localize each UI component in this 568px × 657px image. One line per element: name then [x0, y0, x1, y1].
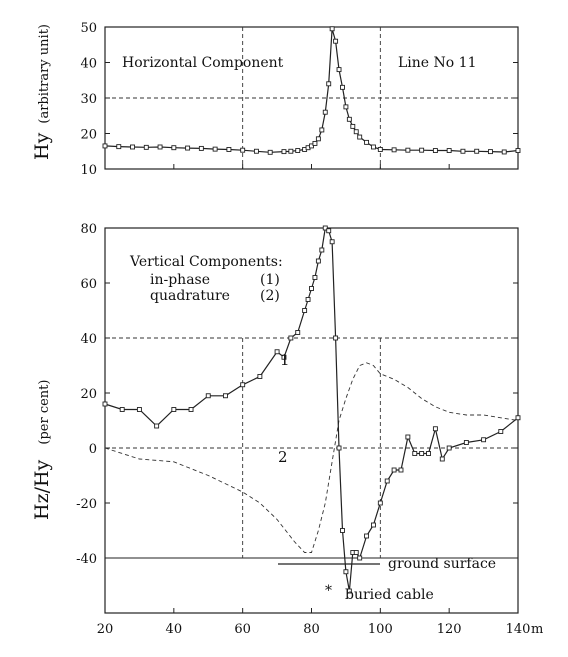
bottom-y-tick-label: 60	[80, 277, 97, 292]
inphase-data-point	[313, 276, 317, 280]
inphase-data-point	[320, 248, 324, 252]
inphase-data-point	[427, 452, 431, 456]
inphase-data-point	[289, 336, 293, 340]
top-ylabel-unit: (arbitrary unit)	[37, 23, 52, 124]
bottom-y-tick-label: 80	[80, 222, 97, 237]
top-data-point	[117, 145, 121, 149]
top-data-point	[351, 124, 355, 128]
inphase-data-point	[303, 309, 307, 313]
inphase-data-point	[316, 259, 320, 263]
bottom-y-axis-title	[31, 380, 53, 520]
top-y-axis-title	[31, 24, 53, 160]
top-data-point	[420, 148, 424, 152]
top-data-point	[199, 146, 203, 150]
inphase-data-point	[464, 441, 468, 445]
legend-quadrature-number: (2)	[260, 288, 280, 304]
top-data-point	[313, 141, 317, 145]
inphase-data-point	[399, 468, 403, 472]
top-data-point	[337, 68, 341, 72]
top-data-point	[334, 39, 338, 43]
inphase-data-point	[385, 479, 389, 483]
inphase-data-point	[358, 556, 362, 560]
top-data-point	[241, 148, 245, 152]
top-data-point	[316, 137, 320, 141]
legend-quadrature-label: quadrature	[150, 288, 230, 304]
top-data-point	[131, 145, 135, 149]
inphase-data-point	[155, 424, 159, 428]
top-data-point	[433, 149, 437, 153]
top-y-tick-label: 20	[80, 127, 97, 143]
bottom-y-tick-label: 0	[88, 442, 97, 457]
bottom-y-tick-label: 40	[80, 332, 97, 347]
inphase-data-point	[103, 402, 107, 406]
bottom-y-tick-label: 20	[80, 387, 97, 402]
x-tick-label: 40	[165, 622, 183, 637]
ground-surface-label: ground surface	[388, 556, 497, 572]
inphase-data-point	[447, 446, 451, 450]
top-data-point	[344, 105, 348, 109]
buried-cable-label: buried cable	[345, 587, 434, 603]
horizontal-component-label: Horizontal Component	[122, 55, 284, 71]
top-data-point	[103, 144, 107, 148]
inphase-data-point	[365, 534, 369, 538]
top-y-tick-label: 30	[80, 92, 97, 107]
top-y-tick-label: 50	[80, 21, 97, 36]
top-data-point	[289, 149, 293, 153]
inphase-data-point	[440, 457, 444, 461]
inphase-data-point	[172, 408, 176, 412]
inphase-data-point	[223, 394, 227, 398]
line-number-label: Line No 11	[398, 55, 477, 71]
top-data-point	[447, 149, 451, 153]
inphase-data-point	[340, 529, 344, 533]
inphase-data-point	[378, 501, 382, 505]
inphase-data-point	[275, 350, 279, 354]
curve-label-2: 2	[278, 448, 288, 466]
x-tick-label: 60	[234, 622, 251, 637]
x-tick-label: 100	[367, 622, 393, 637]
top-data-point	[392, 148, 396, 152]
top-data-point	[254, 149, 258, 153]
buried-cable-star: *	[325, 583, 332, 599]
inphase-data-point	[120, 408, 124, 412]
inphase-data-point	[334, 336, 338, 340]
top-data-point	[186, 146, 190, 150]
x-tick-label: 80	[303, 622, 320, 637]
bottom-panel	[31, 164, 543, 637]
top-ylabel-main: Hy	[31, 132, 53, 160]
top-data-point	[461, 149, 465, 153]
x-tick-label: 120	[436, 622, 462, 637]
top-data-point	[282, 150, 286, 154]
inphase-data-point	[433, 427, 437, 431]
bottom-grid	[105, 338, 518, 558]
top-data-point	[158, 145, 162, 149]
inphase-data-point	[189, 408, 193, 412]
top-y-tick-label: 40	[80, 56, 97, 72]
inphase-data-point	[258, 375, 262, 379]
top-y-ticks	[80, 21, 518, 178]
legend-title: Vertical Components:	[130, 254, 283, 270]
top-data-point	[502, 150, 506, 154]
top-series-hy	[103, 27, 520, 155]
inphase-data-point	[310, 287, 314, 291]
top-data-point	[227, 147, 231, 151]
x-tick-label: 20	[96, 622, 114, 637]
top-data-point	[172, 146, 176, 150]
inphase-data-point	[344, 570, 348, 574]
bottom-ylabel-unit: (per cent)	[37, 379, 52, 445]
inphase-data-point	[306, 298, 310, 302]
legend-inphase-label: in-phase	[150, 272, 211, 288]
inphase-data-point	[330, 240, 334, 244]
top-data-point	[354, 130, 358, 134]
x-axis-unit: m	[531, 622, 544, 637]
top-data-point	[358, 135, 362, 139]
top-data-point	[323, 110, 327, 114]
curve-label-1: 1	[280, 351, 290, 369]
top-data-point	[475, 149, 479, 153]
inphase-data-point	[371, 523, 375, 527]
inphase-data-point	[482, 438, 486, 442]
bottom-ylabel-main: Hz/Hy	[31, 459, 53, 520]
top-data-point	[144, 145, 148, 149]
inphase-data-point	[406, 435, 410, 439]
top-data-point	[516, 149, 520, 153]
inphase-data-point	[420, 452, 424, 456]
top-data-point	[340, 85, 344, 89]
legend-inphase-number: (1)	[260, 272, 280, 288]
top-data-point	[347, 117, 351, 121]
inphase-data-point	[516, 416, 520, 420]
inphase-data-point	[206, 394, 210, 398]
top-y-tick-label: 10	[80, 163, 97, 178]
top-series-line	[105, 29, 518, 153]
top-data-point	[371, 145, 375, 149]
top-data-point	[296, 149, 300, 153]
inphase-data-point	[392, 468, 396, 472]
top-data-point	[406, 148, 410, 152]
top-data-point	[365, 140, 369, 144]
top-data-point	[213, 147, 217, 151]
inphase-data-point	[499, 430, 503, 434]
inphase-data-point	[337, 446, 341, 450]
top-data-point	[488, 150, 492, 154]
bottom-y-ticks	[76, 222, 518, 567]
inphase-data-point	[354, 551, 358, 555]
bottom-y-tick-label: -20	[76, 497, 97, 512]
top-data-point	[268, 150, 272, 154]
quadrature-series-line	[105, 363, 518, 553]
inphase-data-point	[413, 452, 417, 456]
inphase-data-point	[296, 331, 300, 335]
top-panel	[31, 21, 520, 178]
top-data-point	[320, 128, 324, 132]
inphase-data-point	[241, 383, 245, 387]
inphase-data-point	[137, 408, 141, 412]
bottom-y-tick-label: -40	[76, 552, 97, 567]
top-data-point	[327, 82, 331, 86]
inphase-data-point	[327, 229, 331, 233]
x-tick-label: 140	[505, 622, 531, 637]
top-data-point	[378, 147, 382, 151]
top-data-point	[330, 27, 334, 31]
